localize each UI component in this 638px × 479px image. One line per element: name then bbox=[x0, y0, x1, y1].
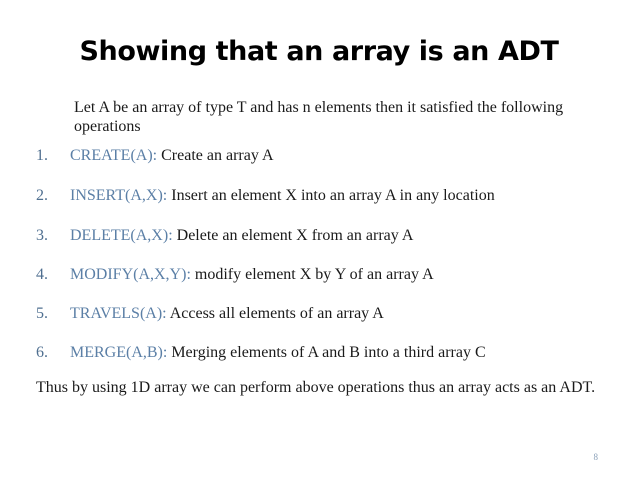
operation-name: TRAVELS(A): bbox=[70, 305, 167, 322]
operation-description: modify element X by Y of an array A bbox=[190, 266, 434, 283]
operation-description: Create an array A bbox=[157, 147, 274, 164]
list-item bbox=[36, 304, 384, 324]
item-number: 1. bbox=[36, 147, 48, 164]
conclusion-paragraph: Thus by using 1D array we can perform above operations thus an array acts as an ADT. bbox=[36, 379, 596, 396]
list-item bbox=[36, 265, 434, 285]
list-item bbox=[36, 186, 495, 206]
operation-name: DELETE(A,X): bbox=[70, 227, 173, 244]
item-number: 4. bbox=[36, 266, 48, 283]
operation-name: MERGE(A,B): bbox=[70, 344, 168, 361]
slide-title: Showing that an array is an ADT bbox=[79, 36, 559, 67]
item-number: 5. bbox=[36, 305, 48, 322]
item-number: 2. bbox=[36, 187, 48, 204]
page-number: 8 bbox=[593, 452, 598, 462]
item-number: 6. bbox=[36, 344, 48, 361]
operation-description: Delete an element X from an array A bbox=[172, 227, 414, 244]
list-item bbox=[36, 226, 413, 246]
item-number: 3. bbox=[36, 227, 48, 244]
operation-name: INSERT(A,X): bbox=[70, 187, 168, 204]
intro-paragraph: Let A be an array of type T and has n elements then it satisfied the following operations bbox=[74, 99, 564, 135]
operation-description: Merging elements of A and B into a third array C bbox=[167, 344, 486, 361]
list-item bbox=[36, 146, 274, 166]
operation-description: Insert an element X into an array A in any location bbox=[167, 187, 495, 204]
operation-description: Access all elements of an array A bbox=[166, 305, 384, 322]
list-item bbox=[36, 343, 486, 363]
operation-name: MODIFY(A,X,Y): bbox=[70, 266, 191, 283]
operation-name: CREATE(A): bbox=[70, 147, 158, 164]
